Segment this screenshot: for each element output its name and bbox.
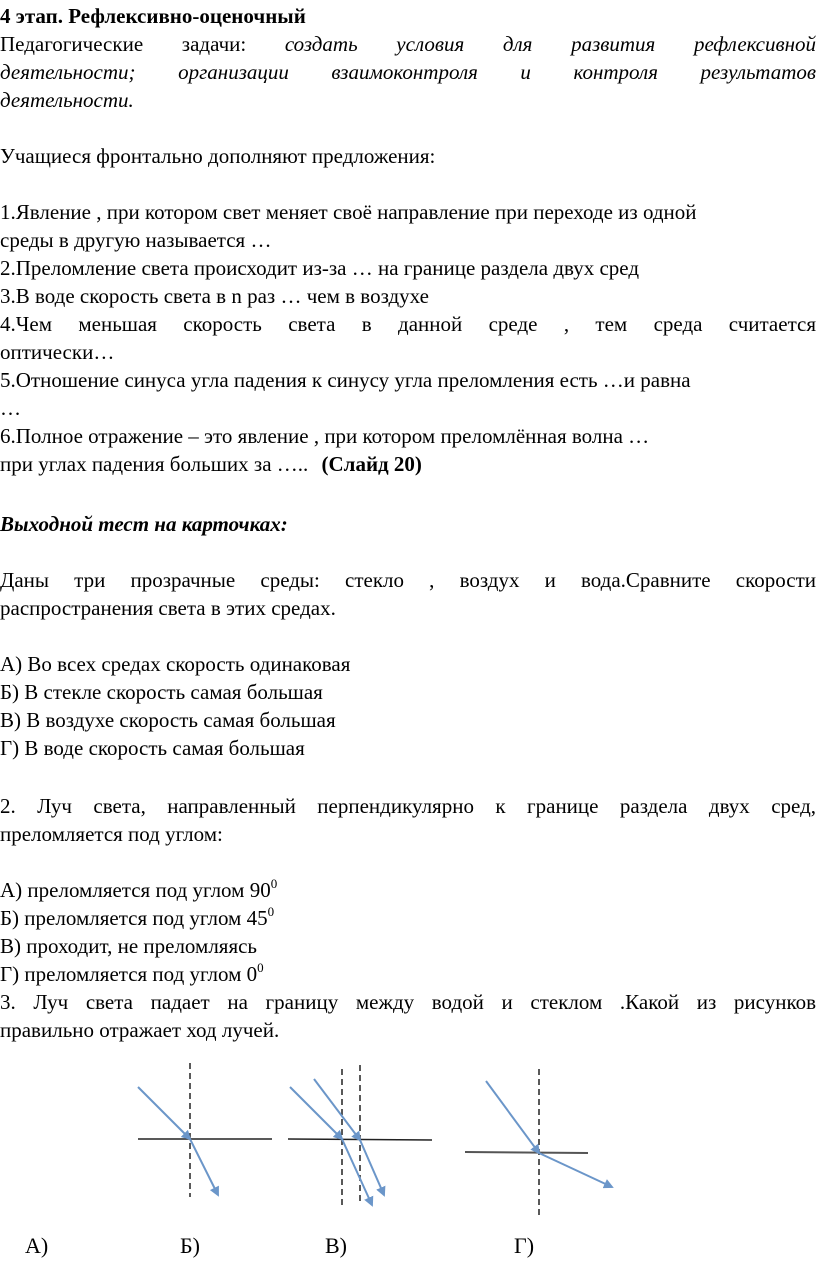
q2-option-b-degree: 0	[267, 904, 275, 919]
q2-option-c: В) проходит, не преломляясь	[0, 934, 258, 958]
q1-option-d: Г) В воде скорость самая большая	[0, 736, 305, 760]
diagram-g-boundary	[465, 1152, 588, 1153]
ray-diagrams	[0, 1055, 816, 1230]
q2-option-d-degree: 0	[257, 960, 264, 975]
tasks-text-1: создать условия для развития рефлексивной	[284, 32, 816, 56]
slide-ref: (Слайд 20)	[321, 452, 422, 476]
stage-title: 4 этап. Рефлексивно-оценочный	[0, 4, 306, 28]
sentence-3: 3.В воде скорость света в n раз … чем в воздухе	[0, 284, 429, 308]
q3-text-a: 3. Луч света падает на границу между водой и стеклом .Какой из рисунков	[0, 990, 816, 1014]
diagram-label-d: Г)	[514, 1233, 535, 1258]
diagram-a-refracted-ray	[190, 1139, 218, 1195]
q1-option-c: В) В воздухе скорость самая большая	[0, 708, 336, 732]
diagram-g	[465, 1069, 612, 1217]
diagram-label-a: А)	[25, 1233, 49, 1258]
diagram-label-b: Б)	[180, 1233, 200, 1258]
diagram-a-incident-ray	[138, 1087, 190, 1139]
q2-text-b: преломляется под углом:	[0, 822, 223, 846]
sentence-5a: 5.Отношение синуса угла падения к синусу угла преломления есть …и равна	[0, 368, 691, 392]
exit-test-heading: Выходной тест на карточках:	[0, 512, 288, 536]
tasks-label: Педагогические задачи:	[0, 32, 247, 56]
q2-option-b	[0, 904, 816, 932]
q1-text-b: распространения света в этих средах.	[0, 596, 336, 620]
sentence-5b: …	[0, 396, 21, 420]
q3-text-b: правильно отражает ход лучей.	[0, 1018, 280, 1042]
diagram-g-refracted-ray	[539, 1153, 612, 1187]
frontal-intro: Учащиеся фронтально дополняют предложения:	[0, 144, 436, 168]
q2-option-a-text: А) преломляется под углом 90	[0, 878, 271, 902]
tasks-line-1	[0, 30, 816, 58]
diagram-b	[288, 1065, 432, 1205]
q2-option-b-text: Б) преломляется под углом 45	[0, 906, 268, 930]
diagram-b-incident-ray-2	[314, 1079, 360, 1140]
q1-option-b: Б) В стекле скорость самая большая	[0, 680, 323, 704]
sentence-6b	[0, 450, 816, 478]
q2-option-a	[0, 876, 816, 904]
q2-option-d-text: Г) преломляется под углом 0	[0, 962, 258, 986]
sentence-2: 2.Преломление света происходит из-за … на границе раздела двух сред	[0, 256, 640, 280]
sentence-1b: среды в другую называется …	[0, 228, 272, 252]
diagram-g-incident-ray	[486, 1081, 539, 1153]
sentence-6a: 6.Полное отражение – это явление , при котором преломлённая волна …	[0, 424, 650, 448]
sentence-4b: оптически…	[0, 340, 115, 364]
q1-option-a: А) Во всех средах скорость одинаковая	[0, 652, 351, 676]
diagram-a	[138, 1063, 272, 1197]
q1-text-a: Даны три прозрачные среды: стекло , воздух и вода.Сравните скорости	[0, 568, 816, 592]
sentence-1a: 1.Явление , при котором свет меняет своё направление при переходе из одной	[0, 200, 697, 224]
diagram-b-incident-ray-1	[290, 1087, 342, 1139]
diagram-label-c: В)	[325, 1233, 347, 1258]
tasks-line-2: деятельности; организации взаимоконтроля и контроля результатов	[0, 60, 816, 84]
sentence-6b-text: при углах падения больших за …..	[0, 452, 309, 476]
q2-text-a: 2. Луч света, направленный перпендикулярно к границе раздела двух сред,	[0, 794, 816, 818]
sentence-4a: 4.Чем меньшая скорость света в данной среде , тем среда считается	[0, 312, 816, 336]
diagram-b-refracted-ray-1	[342, 1139, 372, 1205]
q2-option-d	[0, 960, 816, 988]
q2-option-a-degree: 0	[270, 876, 278, 891]
tasks-line-3: деятельности.	[0, 88, 134, 112]
